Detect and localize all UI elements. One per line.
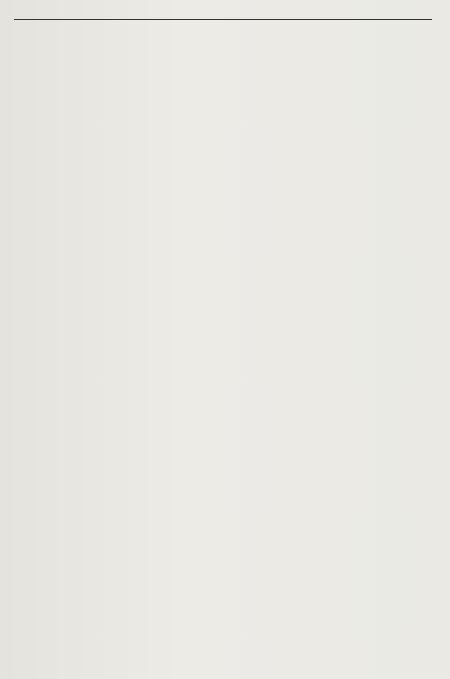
running-header (14, 3, 432, 17)
header-rule (14, 19, 432, 20)
